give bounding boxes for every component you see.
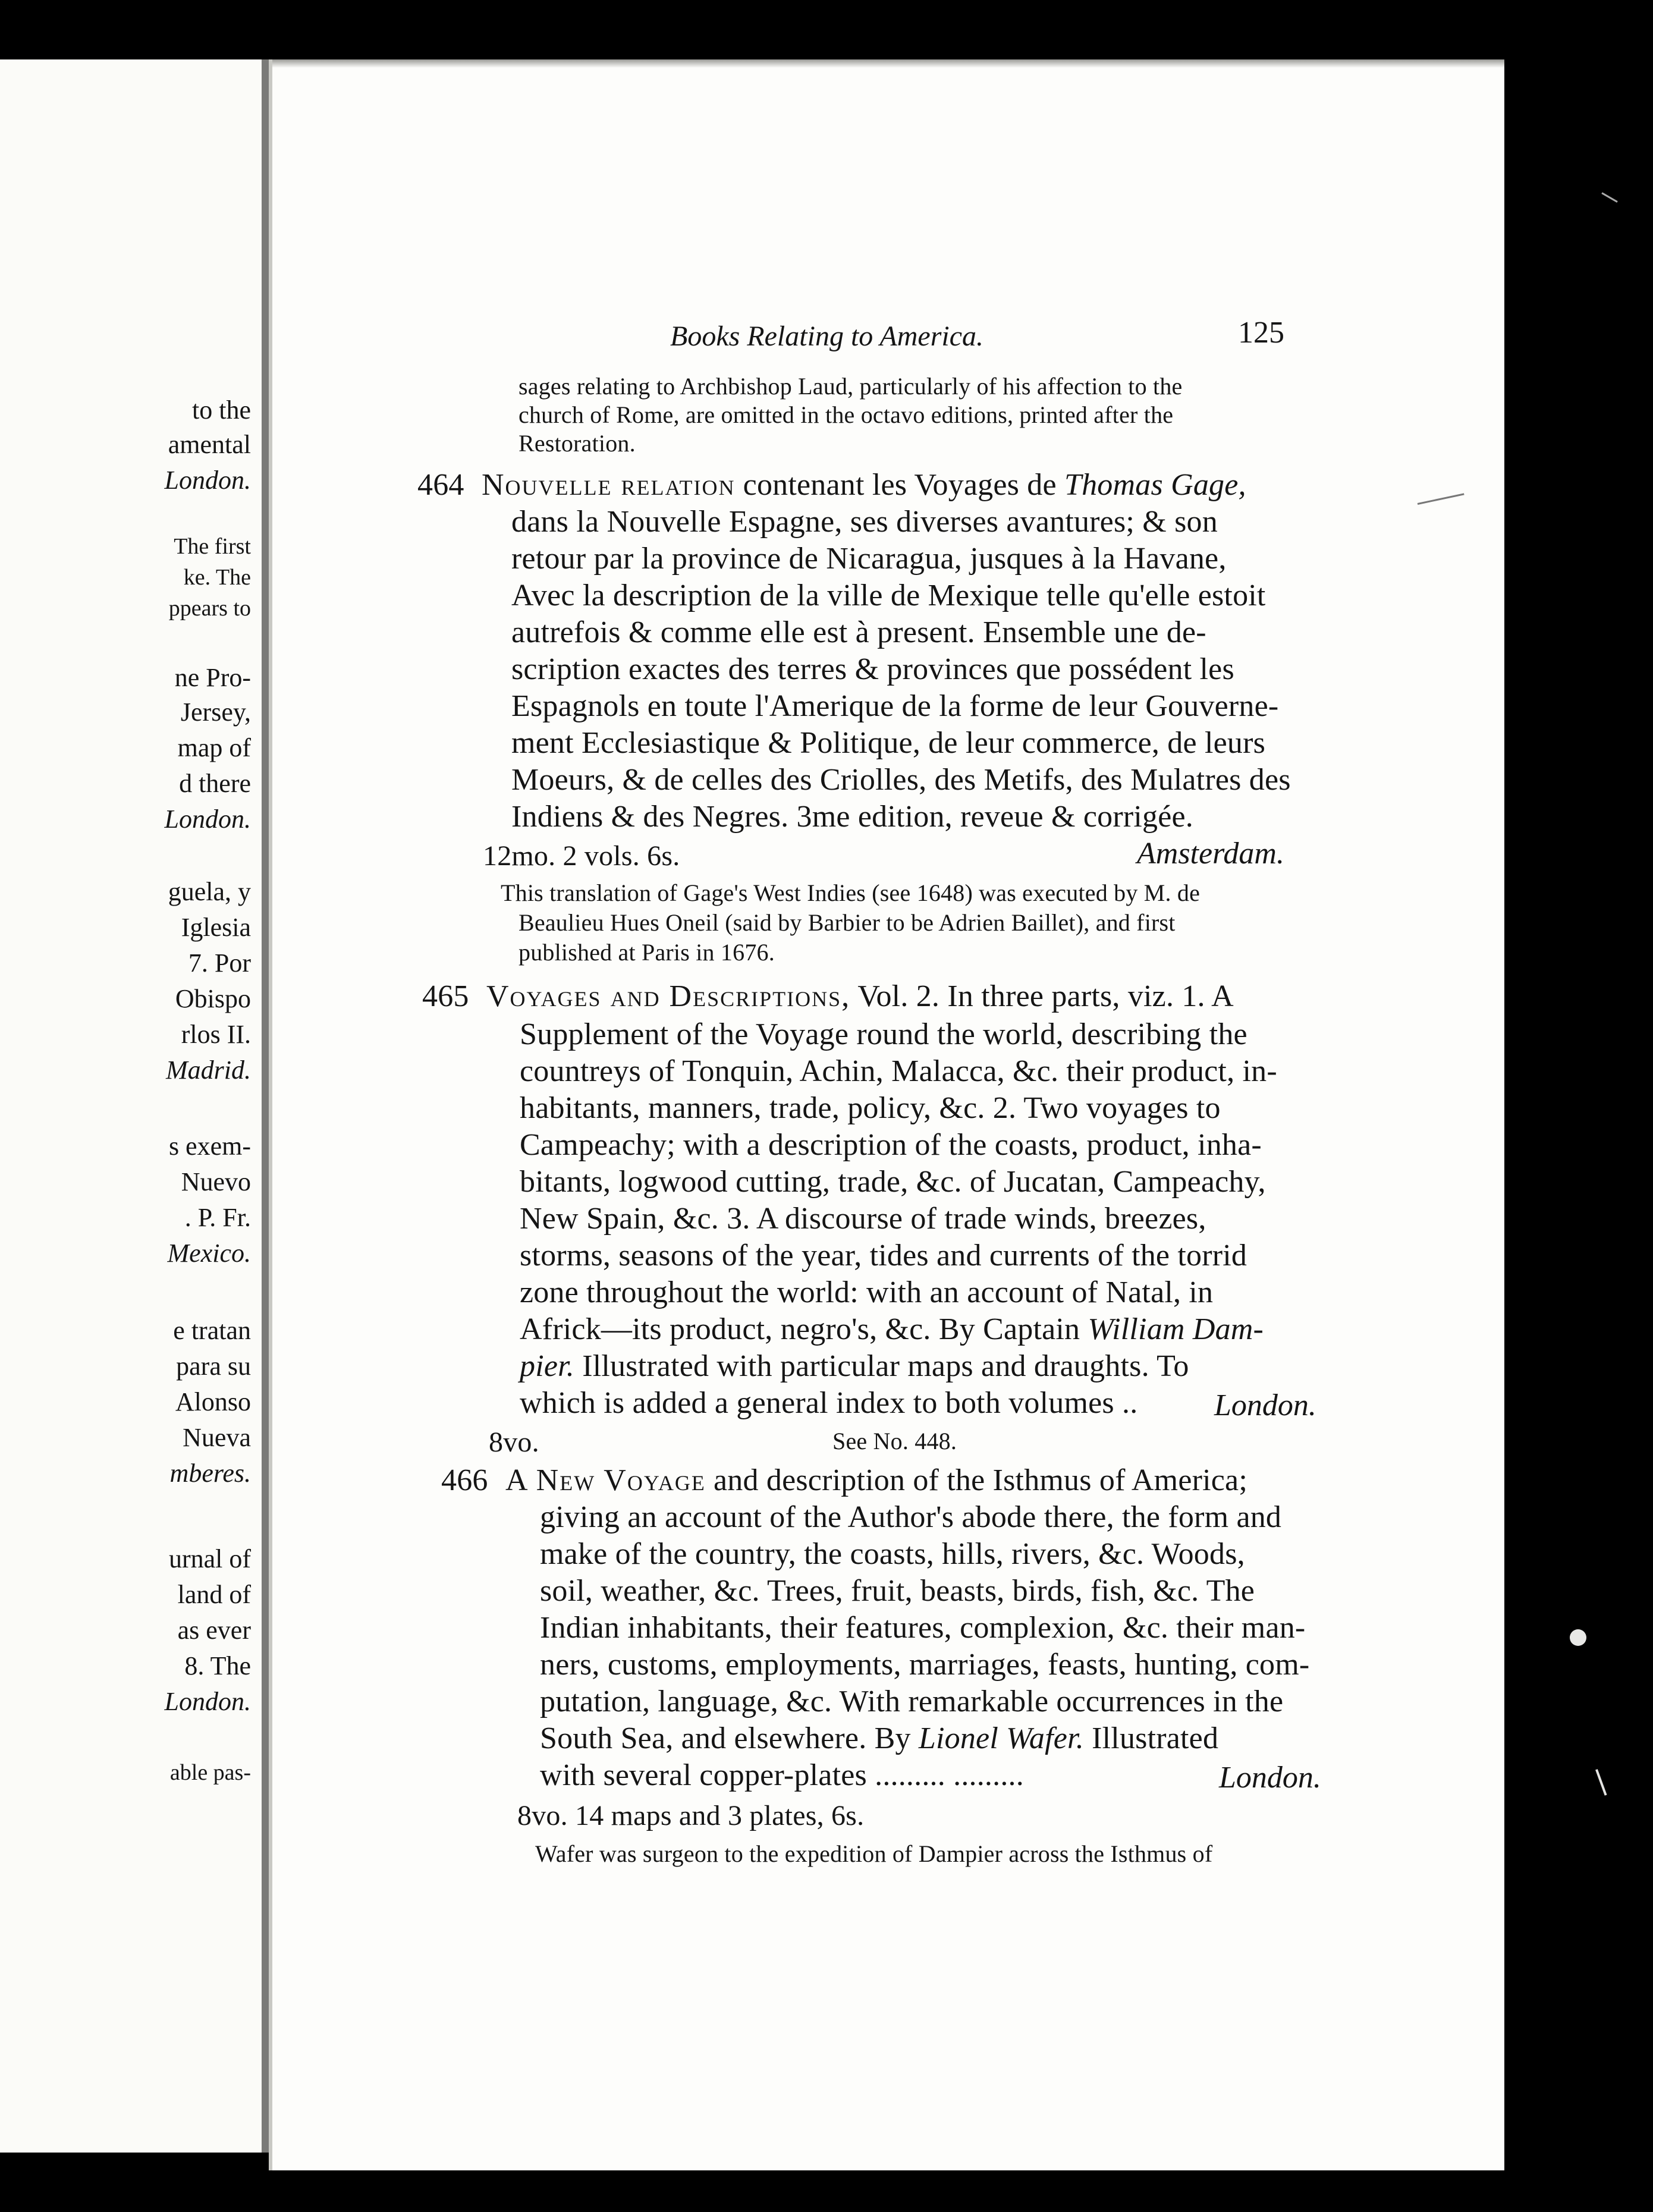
entry-text: and description of the Isthmus of America;	[705, 1463, 1247, 1497]
entry-464-line: Indiens & des Negres. 3me edition, reveue & corrigée.	[511, 800, 1193, 834]
entry-466-first-line	[441, 1465, 1247, 1496]
entry-number: 465	[422, 979, 469, 1013]
page-body	[269, 59, 1504, 2170]
entry-466-line: with several copper-plates ......... .........	[540, 1758, 1024, 1792]
entry-number: 466	[441, 1463, 488, 1497]
entry-465-line: storms, seasons of the year, tides and currents of the torrid	[520, 1239, 1247, 1272]
entry-466-line	[540, 1723, 1218, 1754]
left-page-line: amental	[168, 430, 251, 459]
entry-464-line: scription exactes des terres & provinces que possédent les	[511, 652, 1234, 686]
entry-465-line: countreys of Tonquin, Achin, Malacca, &c. their product, in-	[520, 1054, 1277, 1088]
left-page-line: Alonso	[175, 1387, 251, 1416]
entry-466-line: soil, weather, &c. Trees, fruit, beasts, birds, fish, &c. The	[540, 1574, 1255, 1608]
entry-465-line: habitants, manners, trade, policy, &c. 2. Two voyages to	[520, 1091, 1221, 1125]
left-page-line: s exem-	[168, 1132, 251, 1161]
entry-464-note-line: published at Paris in 1676.	[518, 939, 775, 966]
entry-464-line: autrefois & comme elle est à present. Ensemble une de-	[511, 615, 1206, 649]
left-page-line: Obispo	[175, 984, 251, 1013]
left-page-line: London.	[164, 805, 251, 834]
left-page-line: Madrid.	[166, 1055, 251, 1085]
left-page-line: able pas-	[169, 1760, 251, 1785]
entry-466-imprint: London.	[1219, 1761, 1321, 1795]
book-gutter	[262, 59, 269, 2153]
entry-464-format: 12mo. 2 vols. 6s.	[483, 840, 680, 872]
entry-author: Thomas Gage,	[1064, 468, 1246, 502]
page-number: 125	[1238, 316, 1284, 350]
entry-466-line: ners, customs, employments, marriages, feasts, hunting, com-	[540, 1648, 1310, 1682]
running-title: Books Relating to America.	[670, 321, 984, 352]
scan-artifact	[1570, 1629, 1586, 1646]
left-page-line: 8. The	[184, 1651, 251, 1680]
left-page-line: Mexico.	[167, 1239, 251, 1268]
entry-465-imprint: London.	[1214, 1388, 1316, 1422]
entry-464-line: dans la Nouvelle Espagne, ses diverses avantures; & son	[511, 505, 1218, 539]
left-page-line: London.	[164, 1687, 251, 1716]
entry-464-note-line: Beaulieu Hues Oneil (said by Barbier to be Adrien Baillet), and first	[518, 909, 1176, 936]
entry-465-format: 8vo.	[489, 1427, 539, 1458]
entry-466-line: make of the country, the coasts, hills, rivers, &c. Woods,	[540, 1537, 1245, 1571]
entry-466-line: giving an account of the Author's abode there, the form and	[540, 1500, 1282, 1534]
entry-text: Africk—its product, negro's, &c. By Captain	[520, 1312, 1080, 1346]
entry-464-line: Moeurs, & de celles des Criolles, des Metifs, des Mulatres des	[511, 763, 1291, 797]
carryover-note-line: sages relating to Archbishop Laud, particularly of his affection to the	[518, 373, 1183, 400]
entry-465-line: Campeachy; with a description of the coasts, product, inha-	[520, 1128, 1262, 1162]
entry-heading: Nouvelle relation	[482, 468, 736, 502]
entry-text: contenant les Voyages de	[735, 468, 1064, 502]
left-page-line: London.	[164, 466, 251, 495]
left-page-line: Iglesia	[181, 913, 251, 942]
entry-author: pier.	[520, 1349, 574, 1383]
entry-464-imprint: Amsterdam.	[1137, 837, 1284, 871]
entry-464-line: Avec la description de la ville de Mexique telle qu'elle estoit	[511, 579, 1266, 612]
entry-text: South Sea, and elsewhere. By	[540, 1721, 919, 1755]
entry-464-line: ment Ecclesiastique & Politique, de leur commerce, de leurs	[511, 726, 1266, 760]
left-page-line: e tratan	[173, 1316, 251, 1345]
right-page	[269, 59, 1504, 2170]
left-page-fragment	[0, 59, 262, 2153]
entry-465-first-line	[422, 981, 1234, 1012]
entry-464-note-line: This translation of Gage's West Indies (see 1648) was executed by M. de	[501, 879, 1201, 906]
left-page-line: as ever	[177, 1616, 251, 1645]
carryover-note-line: Restoration.	[518, 430, 636, 457]
entry-author: Lionel Wafer.	[918, 1721, 1084, 1755]
left-page-line: 7. Por	[188, 948, 251, 978]
left-page-line: mberes.	[169, 1459, 251, 1488]
scan-artifact	[1595, 1764, 1621, 1795]
entry-466-note-line: Wafer was surgeon to the expedition of Dampier across the Isthmus of	[535, 1840, 1213, 1867]
entry-466-line: putation, language, &c. With remarkable occurrences in the	[540, 1685, 1284, 1718]
entry-466-line: Indian inhabitants, their features, complexion, &c. their man-	[540, 1611, 1306, 1645]
entry-464-first-line	[417, 470, 1246, 501]
left-page-line: ke. The	[183, 565, 251, 590]
left-page-line: rlos II.	[181, 1020, 251, 1049]
entry-465-line: New Spain, &c. 3. A discourse of trade winds, breezes,	[520, 1202, 1206, 1236]
carryover-note-line: church of Rome, are omitted in the octavo editions, printed after the	[518, 401, 1174, 428]
entry-464-line: Espagnols en toute l'Amerique de la forme de leur Gouverne-	[511, 689, 1279, 723]
left-page-line: d there	[179, 769, 251, 798]
left-page-line: Jersey,	[180, 697, 251, 727]
entry-heading: Voyages and Descriptions,	[486, 979, 851, 1013]
left-page-line: urnal of	[168, 1544, 251, 1573]
entry-465-line: which is added a general index to both volumes ..	[520, 1386, 1138, 1420]
left-page-line: map of	[177, 733, 251, 762]
entry-465-line	[520, 1314, 1264, 1345]
entry-465-line: Supplement of the Voyage round the world, describing the	[520, 1017, 1247, 1051]
left-page-line: to the	[192, 395, 251, 425]
entry-464-line: retour par la province de Nicaragua, jusques à la Havane,	[511, 542, 1227, 576]
entry-465-line: zone throughout the world: with an account of Natal, in	[520, 1275, 1214, 1309]
scan-artifact	[1599, 192, 1617, 207]
entry-text: Illustrated with particular maps and draughts. To	[574, 1349, 1189, 1383]
left-page-line: Nueva	[183, 1423, 251, 1452]
left-page-line: . P. Fr.	[184, 1203, 251, 1232]
entry-author: William Dam-	[1088, 1312, 1264, 1346]
left-page-line: The first	[174, 534, 251, 559]
entry-text: Vol. 2. In three parts, viz. 1. A	[850, 979, 1234, 1013]
left-page-line: para su	[176, 1352, 251, 1381]
left-page-line: ppears to	[168, 596, 251, 621]
left-page-line: ne Pro-	[174, 663, 251, 692]
entry-heading: A New Voyage	[505, 1463, 706, 1497]
left-page-line: guela, y	[168, 877, 251, 906]
entry-465-line: bitants, logwood cutting, trade, &c. of Jucatan, Campeachy,	[520, 1165, 1266, 1199]
entry-466-format: 8vo. 14 maps and 3 plates, 6s.	[517, 1800, 865, 1831]
left-page-line: Nuevo	[181, 1167, 251, 1196]
entry-465-line	[520, 1351, 1189, 1382]
entry-465-see-also: See No. 448.	[832, 1428, 957, 1454]
entry-text: Illustrated	[1083, 1721, 1219, 1755]
entry-number: 464	[417, 468, 464, 502]
left-page-line: land of	[177, 1580, 251, 1609]
